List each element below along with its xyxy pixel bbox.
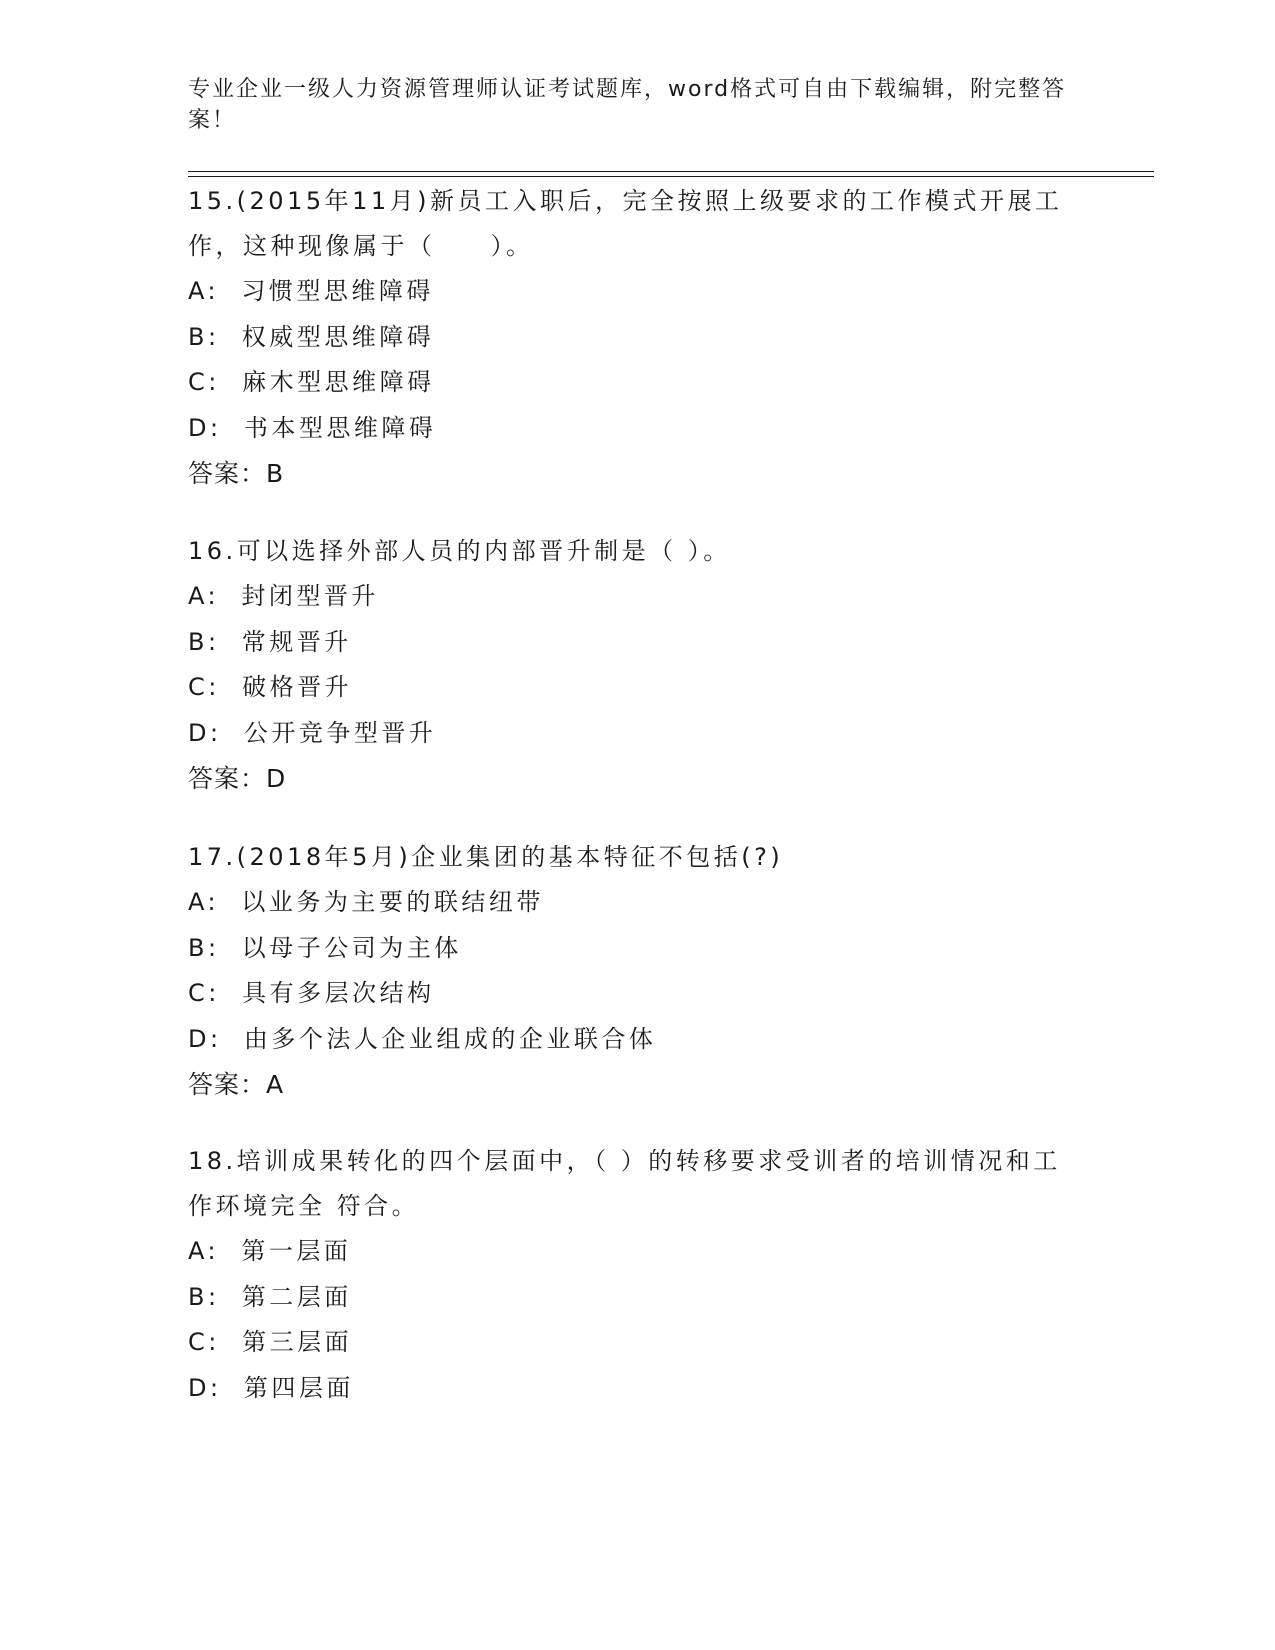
option-b: B: 权威型思维障碍 [188,322,435,351]
question-stem: 17.(2018年5月)企业集团的基本特征不包括(?) [188,843,784,871]
option-c: C: 破格晋升 [188,673,353,701]
answer: 答案：D [188,764,287,793]
question-18 [188,1139,1088,1411]
question-17 [188,835,1088,1107]
option-c: C: 第三层面 [188,1328,353,1356]
answer: 答案：B [188,459,285,488]
option-d: D: 由多个法人企业组成的企业联合体 [188,1024,657,1053]
question-15 [188,179,1088,496]
option-d: D: 第四层面 [188,1373,354,1402]
option-c: C: 具有多层次结构 [188,979,435,1007]
answer: 答案：A [188,1070,285,1099]
header-divider-top [188,171,1154,172]
option-a: A: 第一层面 [188,1237,352,1265]
option-b: B: 以母子公司为主体 [188,933,462,962]
header-divider-bottom [188,176,1154,177]
question-16 [188,529,1088,801]
option-b: B: 第二层面 [188,1282,352,1311]
option-a: A: 以业务为主要的联结纽带 [188,888,544,916]
option-b: B: 常规晋升 [188,627,352,656]
option-c: C: 麻木型思维障碍 [188,368,435,396]
question-stem: 15.(2015年11月)新员工入职后，完全按照上级要求的工作模式开展工作，这种现像属于（ ）。 [188,187,1063,260]
option-d: D: 公开竞争型晋升 [188,718,437,747]
question-stem: 16.可以选择外部人员的内部晋升制是（ ）。 [188,537,731,565]
option-d: D: 书本型思维障碍 [188,413,437,442]
option-a: A: 封闭型晋升 [188,582,379,610]
question-stem: 18.培训成果转化的四个层面中，（ ）的转移要求受训者的培训情况和工作环境完全 符合。 [188,1147,1061,1220]
document-header: 专业企业一级人力资源管理师认证考试题库，word格式可自由下载编辑，附完整答案！ [188,77,1067,133]
option-a: A: 习惯型思维障碍 [188,277,434,305]
